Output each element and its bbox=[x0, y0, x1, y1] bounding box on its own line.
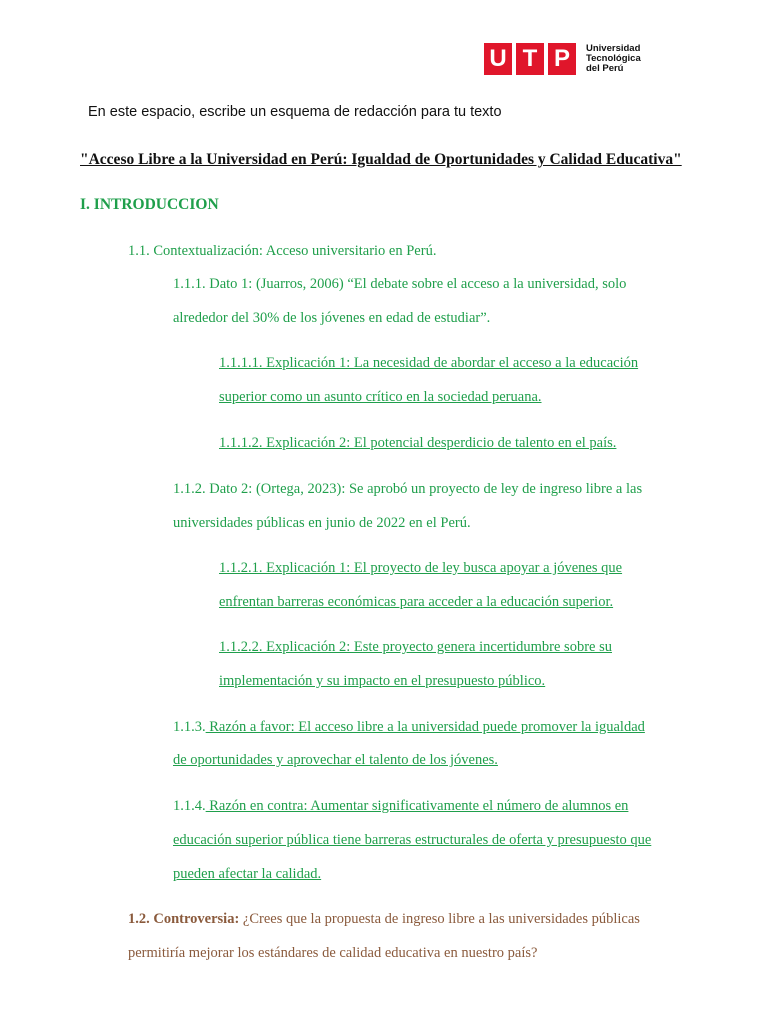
outline-1-1-2-1-number: 1.1.2.1. bbox=[219, 560, 263, 576]
controversy-question: ¿Crees que la propuesta de ingreso libre a las universidades públicas bbox=[239, 911, 640, 927]
document-title: "Acceso Libre a la Universidad en Perú: Igualdad de Oportunidades y Calidad Educativa" bbox=[80, 151, 682, 168]
outline-1-1-4-text: Razón en contra: Aumentar significativamente el número de alumnos en bbox=[205, 798, 629, 814]
logo-letter-t: T bbox=[516, 43, 544, 75]
section-heading: I. INTRODUCCION bbox=[80, 196, 219, 213]
logo-line-3: del Perú bbox=[586, 63, 624, 74]
outline-1-2-line1 bbox=[128, 911, 640, 928]
logo-letter-u: U bbox=[484, 43, 512, 75]
logo-text bbox=[586, 44, 641, 74]
logo-line-1: Universidad bbox=[586, 43, 641, 54]
outline-1-1-2-2-number: 1.1.2.2. bbox=[219, 639, 263, 655]
outline-1-1-2-2-line1 bbox=[219, 639, 612, 656]
instruction-text: En este espacio, escribe un esquema de redacción para tu texto bbox=[88, 104, 502, 120]
outline-1-1-2-1-text: Explicación 1: El proyecto de ley busca apoyar a jóvenes que bbox=[262, 560, 623, 576]
outline-1-1-3-line2: de oportunidades y aprovechar el talento de los jóvenes. bbox=[173, 752, 498, 768]
logo-letter-p: P bbox=[548, 43, 576, 75]
outline-1-1-4-line3: pueden afectar la calidad. bbox=[173, 866, 322, 882]
outline-1-1: 1.1. Contextualización: Acceso universitario en Perú. bbox=[128, 243, 437, 259]
outline-1-1-2-1-line2: enfrentan barreras económicas para acceder a la educación superior. bbox=[219, 594, 614, 610]
controversy-label: 1.2. Controversia: bbox=[128, 911, 240, 927]
outline-1-1-1-1-text: Explicación 1: La necesidad de abordar el acceso a la educación bbox=[262, 355, 639, 371]
outline-1-1-3-text: Razón a favor: El acceso libre a la universidad puede promover la igualdad bbox=[205, 719, 645, 735]
outline-1-1-2-1-line1 bbox=[219, 560, 622, 577]
outline-1-1-1-line1: 1.1.1. Dato 1: (Juarros, 2006) “El debate sobre el acceso a la universidad, solo bbox=[173, 276, 627, 292]
outline-1-2-line2: permitiría mejorar los estándares de calidad educativa en nuestro país? bbox=[128, 945, 538, 961]
outline-1-1-1-1-line2: superior como un asunto crítico en la sociedad peruana. bbox=[219, 389, 542, 405]
outline-1-1-2-2-text: Explicación 2: Este proyecto genera incertidumbre sobre su bbox=[262, 639, 612, 655]
outline-1-1-2-line2: universidades públicas en junio de 2022 en el Perú. bbox=[173, 515, 471, 531]
outline-1-1-1-1-number: 1.1.1.1. bbox=[219, 355, 263, 371]
outline-1-1-3-line1 bbox=[173, 719, 645, 736]
outline-1-1-4-line1 bbox=[173, 798, 628, 815]
outline-1-1-1-line2: alrededor del 30% de los jóvenes en edad de estudiar”. bbox=[173, 310, 491, 326]
logo-line-2: Tecnológica bbox=[586, 53, 641, 64]
outline-1-1-3-number: 1.1.3. bbox=[173, 719, 206, 735]
outline-1-1-4-number: 1.1.4. bbox=[173, 798, 206, 814]
outline-1-1-2-line1: 1.1.2. Dato 2: (Ortega, 2023): Se aprobó un proyecto de ley de ingreso libre a las bbox=[173, 481, 643, 497]
outline-1-1-1-2 bbox=[219, 435, 616, 452]
outline-1-1-2-2-line2: implementación y su impacto en el presupuesto público. bbox=[219, 673, 546, 689]
outline-1-1-1-2-number: 1.1.1.2. bbox=[219, 435, 263, 451]
outline-1-1-1-2-text: Explicación 2: El potencial desperdicio de talento en el país. bbox=[262, 435, 617, 451]
outline-1-1-4-line2: educación superior pública tiene barreras estructurales de oferta y presupuesto que bbox=[173, 832, 652, 848]
utp-logo bbox=[484, 43, 641, 75]
outline-1-1-1-1-line1 bbox=[219, 355, 638, 372]
